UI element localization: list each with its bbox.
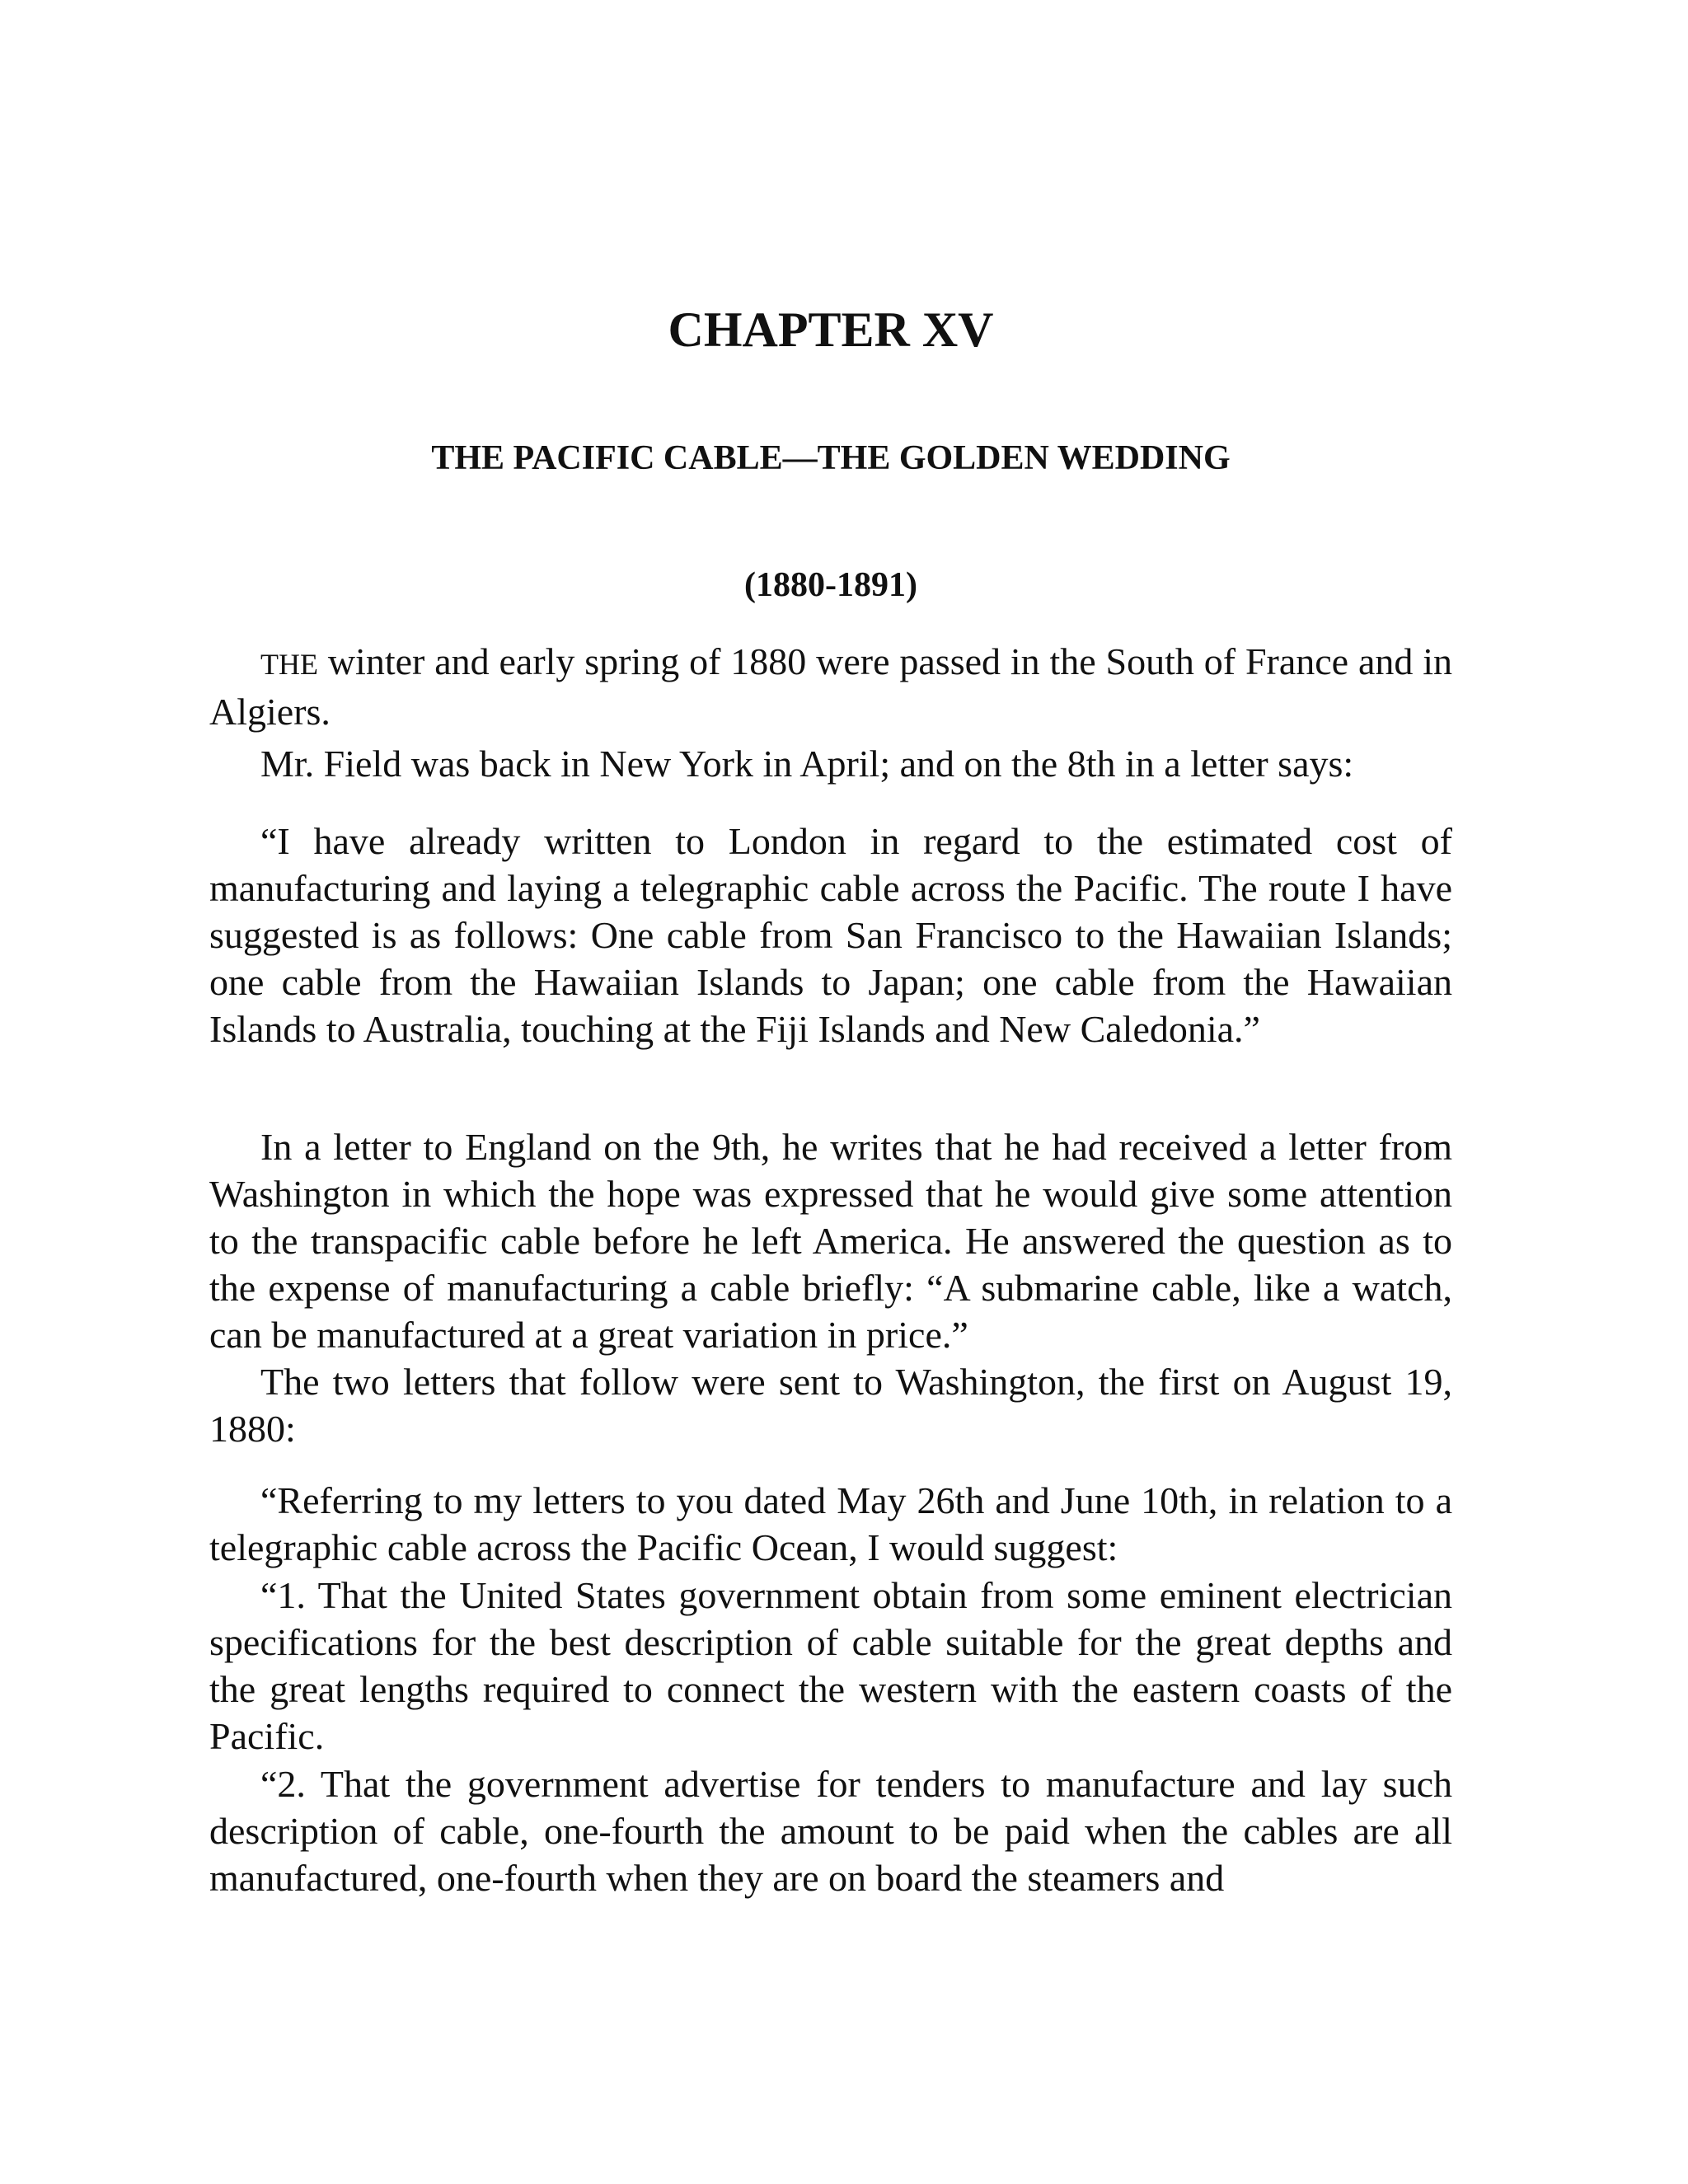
quoted-letter-2-intro: “Referring to my letters to you dated May 26th and June 10th, in relation to a telegraphic cable across the Pacific Ocean, I would suggest: <box>209 1479 1452 1568</box>
small-caps-opening-word: THE <box>260 648 318 681</box>
paragraph-1-text: winter and early spring of 1880 were passed in the South of France and in Algiers. <box>209 640 1452 733</box>
paragraph-2: Mr. Field was back in New York in April; and on the 8th in a letter says: <box>260 743 1354 785</box>
chapter-subtitle: THE PACIFIC CABLE—THE GOLDEN WEDDING <box>431 439 1231 477</box>
paragraph-4: In a letter to England on the 9th, he writes that he had received a letter from Washington in which the hope was expressed that he would give some attention to the transpacific cable before he left America. He answered the question as to the expense of manufacturing a cable briefly: “A submarine cable, like a watch, can be manufactured at a great variation in price.” <box>209 1126 1452 1356</box>
paragraph-1 <box>209 638 1452 735</box>
quoted-letter-1: “I have already written to London in regard to the estimated cost of manufacturing and laying a telegraphic cable across the Pacific. The route I have suggested is as follows: One cable from San Francisco to the Hawaiian Islands; one cable from the Hawaiian Islands to Japan; one cable from the Hawaiian Islands to Australia, touching at the Fiji Islands and New Caledonia.” <box>209 820 1452 1050</box>
chapter-title: CHAPTER XV <box>668 302 994 357</box>
quoted-letter-2-point-2: “2. That the government advertise for tenders to manufacture and lay such description of cable, one-fourth the amount to be paid when the cables are all manufactured, one-fourth when they are on board the steamers and <box>209 1763 1452 1899</box>
paragraph-5: The two letters that follow were sent to Washington, the first on August 19, 1880: <box>209 1361 1452 1450</box>
chapter-years: (1880-1891) <box>744 566 917 604</box>
quoted-letter-2-point-1: “1. That the United States government obtain from some eminent electrician specifications for the best description of cable suitable for the great depths and the great lengths required to connect the western with the eastern coasts of the Pacific. <box>209 1574 1452 1757</box>
